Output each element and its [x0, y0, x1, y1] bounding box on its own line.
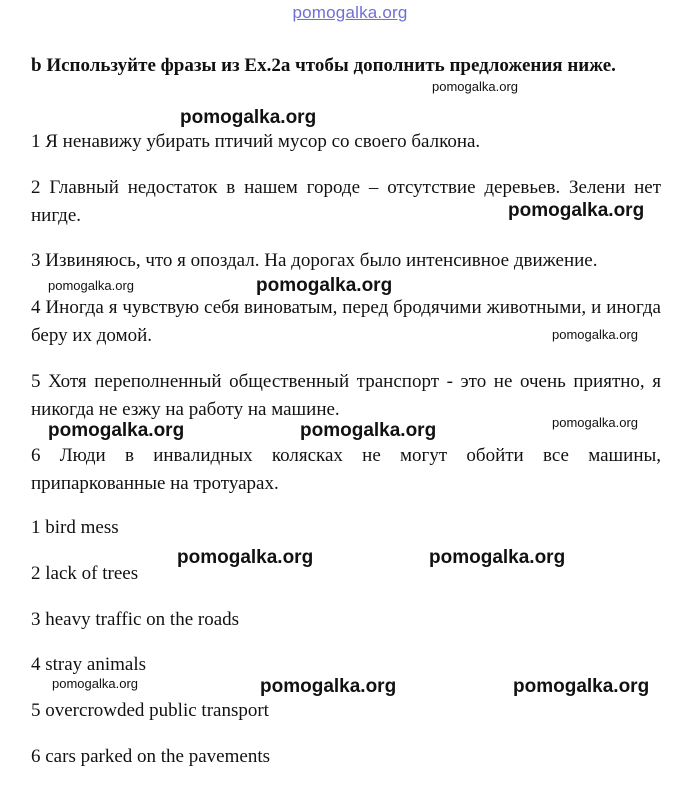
task-heading: b Используйте фразы из Ex.2a чтобы дополнить предложения ниже.	[31, 55, 616, 76]
watermark: pomogalka.org	[513, 676, 650, 697]
watermark: pomogalka.org	[429, 547, 566, 568]
watermark: pomogalka.org	[48, 278, 134, 293]
answer-6: 6 cars parked on the pavements	[31, 746, 270, 767]
watermark: pomogalka.org	[180, 107, 317, 128]
answer-4: 4 stray animals	[31, 654, 147, 675]
watermark: pomogalka.org	[552, 415, 638, 430]
sentence-1: 1 Я ненавижу убирать птичий мусор со своего балкона.	[31, 131, 481, 152]
answer-3: 3 heavy traffic on the roads	[31, 609, 240, 630]
answer-1: 1 bird mess	[31, 517, 119, 538]
watermark: pomogalka.org	[52, 676, 138, 691]
watermark: pomogalka.org	[256, 275, 393, 296]
answer-5: 5 overcrowded public transport	[31, 700, 269, 721]
sentence-3: 3 Извиняюсь, что я опоздал. На дорогах было интенсивное движение.	[31, 250, 598, 271]
sentence-5: 5 Хотя переполненный общественный транспорт - это не очень приятно, я никогда не езжу на работу на машине.	[31, 371, 661, 420]
watermark: pomogalka.org	[260, 676, 397, 697]
sentence-2: 2 Главный недостаток в нашем городе – отсутствие деревьев. Зелени нет нигде.	[31, 177, 661, 226]
answer-2: 2 lack of trees	[31, 563, 139, 584]
watermark: pomogalka.org	[552, 327, 638, 342]
sentence-4: 4 Иногда я чувствую себя виноватым, перед бродячими животными, и иногда беру их домой.	[31, 297, 661, 346]
watermark: pomogalka.org	[48, 420, 185, 441]
watermark: pomogalka.org	[177, 547, 314, 568]
sentence-6: 6 Люди в инвалидных колясках не могут обойти все машины, припаркованные на тротуарах.	[31, 445, 661, 494]
header-watermark: pomogalka.org	[292, 3, 408, 22]
watermark: pomogalka.org	[508, 200, 645, 221]
watermark: pomogalka.org	[432, 79, 518, 94]
watermark: pomogalka.org	[300, 420, 437, 441]
